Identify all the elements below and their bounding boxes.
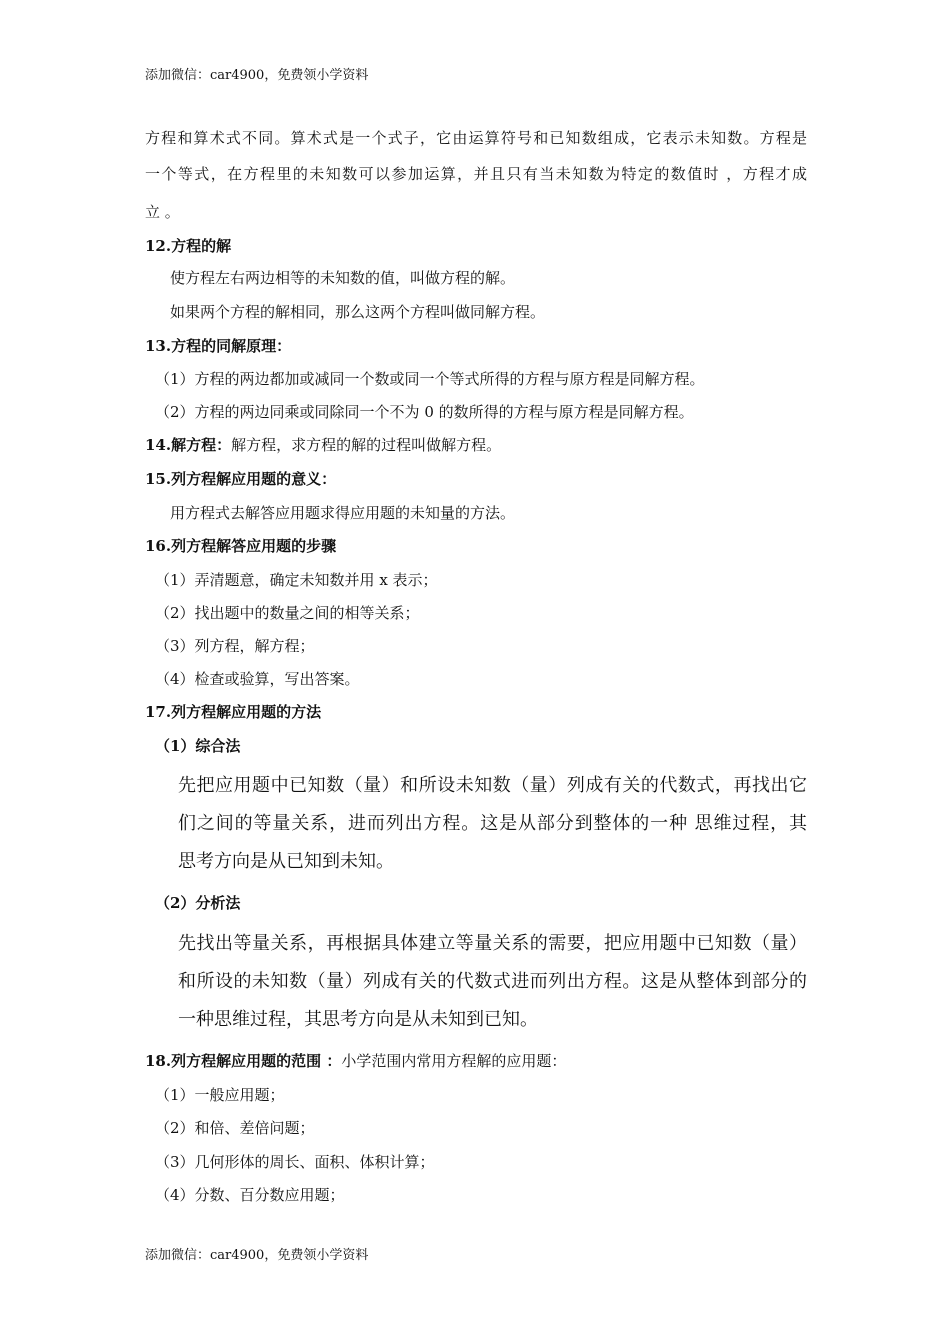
method-1-line-1: 先把应用题中已知数（量）和所设未知数（量）列成有关的代数式，再找出它 [178, 775, 807, 796]
section-12-text-2: 如果两个方程的解相同，那么这两个方程叫做同解方程。 [170, 303, 546, 321]
method-1-line-3: 思考方向是从已知到未知。 [178, 851, 394, 872]
section-16-item-4: （4）检查或验算，写出答案。 [155, 670, 360, 688]
intro-line-3: 立 。 [145, 203, 180, 221]
section-16-item-1: （1）弄清题意，确定未知数并用 x 表示； [155, 571, 438, 589]
method-1-line-2: 们之间的等量关系，进而列出方程。这是从部分到整体的一种 思维过程，其 [178, 813, 807, 834]
section-17-title: 17.列方程解应用题的方法 [145, 703, 322, 721]
section-12-text-1: 使方程左右两边相等的未知数的值，叫做方程的解。 [170, 269, 516, 287]
page-footer: 添加微信：car4900，免费领小学资料 [145, 1248, 369, 1263]
method-1-title: （1）综合法 [155, 737, 241, 755]
method-2-line-2: 和所设的未知数（量）列成有关的代数式进而列出方程。这是从整体到部分的 [178, 971, 807, 992]
section-18 [145, 1051, 566, 1071]
section-18-item-2: （2）和倍、差倍问题； [155, 1119, 315, 1137]
section-18-item-1: （1）一般应用题； [155, 1086, 285, 1104]
section-16-title: 16.列方程解答应用题的步骤 [145, 537, 337, 555]
section-14-text: 解方程，求方程的解的过程叫做解方程。 [231, 436, 502, 454]
intro-line-2: 一个等式，在方程里的未知数可以参加运算，并且只有当未知数为特定的数值时 ，方程才成 [145, 165, 807, 183]
section-14-title: 14.解方程： [145, 436, 232, 454]
section-12-title: 12.方程的解 [145, 237, 232, 255]
method-2-title: （2）分析法 [155, 894, 241, 912]
section-14 [145, 435, 501, 455]
section-16-item-2: （2）找出题中的数量之间的相等关系； [155, 604, 420, 622]
section-13-item-2: （2）方程的两边同乘或同除同一个不为 0 的数所得的方程与原方程是同解方程。 [155, 403, 694, 421]
method-2-line-1: 先找出等量关系，再根据具体建立等量关系的需要，把应用题中已知数（量） [178, 933, 807, 954]
page-header: 添加微信：car4900，免费领小学资料 [145, 68, 369, 83]
section-18-item-4: （4）分数、百分数应用题； [155, 1186, 345, 1204]
section-13-title: 13.方程的同解原理： [145, 337, 292, 355]
section-18-item-3: （3）几何形体的周长、面积、体积计算； [155, 1153, 435, 1171]
section-16-item-3: （3）列方程，解方程； [155, 637, 315, 655]
section-18-text: 小学范围内常用方程解的应用题： [341, 1052, 567, 1070]
section-15-title: 15.列方程解应用题的意义： [145, 470, 337, 488]
section-18-title: 18.列方程解应用题的范围 ： [145, 1052, 342, 1070]
section-13-item-1: （1）方程的两边都加或减同一个数或同一个等式所得的方程与原方程是同解方程。 [155, 370, 705, 388]
method-2-line-3: 一种思维过程，其思考方向是从未知到已知。 [178, 1009, 538, 1030]
intro-line-1: 方程和算术式不同。算术式是一个式子，它由运算符号和已知数组成，它表示未知数。方程是 [145, 129, 807, 147]
section-15-text: 用方程式去解答应用题求得应用题的未知量的方法。 [170, 504, 516, 522]
